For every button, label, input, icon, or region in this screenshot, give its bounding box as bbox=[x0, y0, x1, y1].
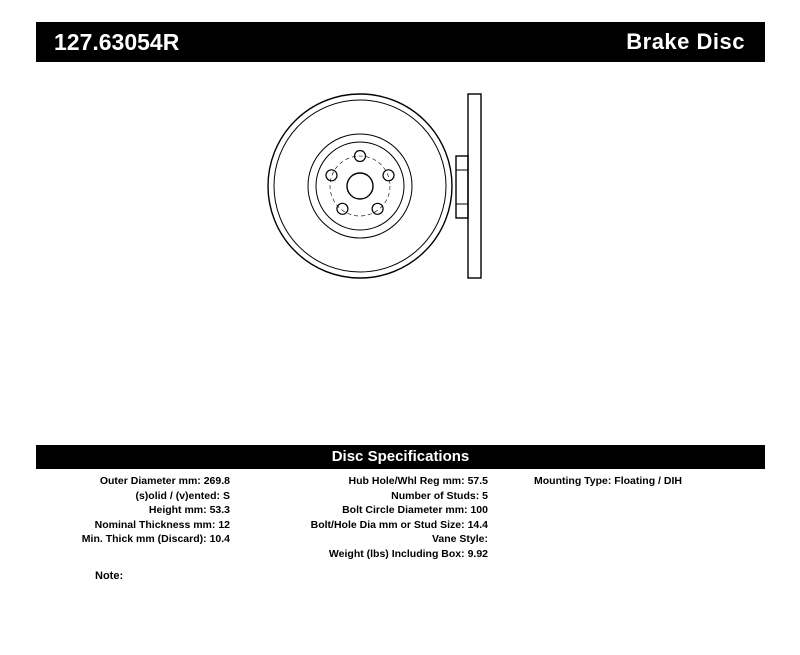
spec-label: Mounting Type: bbox=[534, 475, 612, 487]
spec-label: Bolt Circle Diameter mm: bbox=[342, 504, 468, 517]
spec-row bbox=[36, 532, 230, 547]
spec-section-title: Disc Specifications bbox=[331, 448, 470, 465]
spec-row bbox=[236, 503, 488, 518]
spec-columns bbox=[36, 474, 765, 562]
spec-row bbox=[36, 474, 230, 489]
spec-column-middle bbox=[236, 474, 496, 562]
spec-label: (s)olid / (v)ented: bbox=[135, 489, 221, 502]
spec-value: 10.4 bbox=[209, 533, 230, 546]
spec-label: Vane Style: bbox=[431, 533, 488, 546]
spec-label: Bolt/Hole Dia mm or Stud Size: bbox=[310, 518, 465, 531]
disc-edge-profile bbox=[468, 94, 481, 278]
spec-row bbox=[236, 489, 488, 504]
rotor-hat-inner-circle bbox=[316, 142, 404, 230]
spec-row bbox=[236, 474, 488, 489]
stud-hole bbox=[326, 170, 337, 181]
hat-edge-profile bbox=[456, 156, 468, 218]
spec-value: 14.4 bbox=[467, 518, 488, 531]
spec-label: Number of Studs: bbox=[391, 489, 480, 502]
spec-label: Nominal Thickness mm: bbox=[94, 518, 216, 531]
page-title: Brake Disc bbox=[626, 29, 745, 54]
technical-drawing bbox=[260, 78, 560, 298]
spec-row bbox=[236, 532, 488, 547]
spec-value: 9.92 bbox=[467, 547, 488, 560]
spec-column-right bbox=[496, 474, 765, 489]
part-number: 127.63054R bbox=[54, 28, 180, 55]
spec-value: 5 bbox=[482, 489, 488, 502]
spec-value: 100 bbox=[470, 504, 488, 517]
spec-row bbox=[236, 518, 488, 533]
spec-row bbox=[36, 518, 230, 533]
spec-value: 53.3 bbox=[209, 504, 230, 517]
note-label: Note: bbox=[95, 570, 124, 582]
header-bar bbox=[36, 22, 765, 62]
spec-value: Floating / DIH bbox=[614, 475, 682, 487]
spec-row bbox=[36, 489, 230, 504]
spec-value: 269.8 bbox=[203, 475, 230, 487]
note-field bbox=[95, 570, 123, 582]
stud-hole bbox=[337, 203, 348, 214]
spec-label: Hub Hole/Whl Reg mm: bbox=[348, 475, 465, 487]
hub-hole-circle bbox=[347, 173, 373, 199]
spec-label: Min. Thick mm (Discard): bbox=[81, 533, 207, 546]
spec-value: S bbox=[222, 489, 230, 502]
spec-row bbox=[36, 503, 230, 518]
spec-value: 12 bbox=[218, 518, 230, 531]
spec-column-left bbox=[36, 474, 236, 547]
rotor-outer-circle bbox=[268, 94, 452, 278]
rotor-edge-view bbox=[456, 94, 481, 278]
rotor-hat-circle bbox=[308, 134, 412, 238]
rotor-drawing-svg bbox=[260, 78, 560, 298]
spec-label: Outer Diameter mm: bbox=[99, 475, 201, 487]
spec-row bbox=[534, 474, 765, 489]
rotor-friction-edge-circle bbox=[274, 100, 446, 272]
spec-label: Height mm: bbox=[148, 504, 207, 517]
bolt-circle-construction bbox=[330, 156, 390, 216]
spec-label: Weight (lbs) Including Box: bbox=[328, 547, 465, 560]
spec-value: 57.5 bbox=[467, 475, 488, 487]
spec-section-bar bbox=[36, 445, 765, 469]
stud-hole bbox=[383, 170, 394, 181]
spec-row bbox=[236, 547, 488, 562]
stud-hole bbox=[372, 203, 383, 214]
